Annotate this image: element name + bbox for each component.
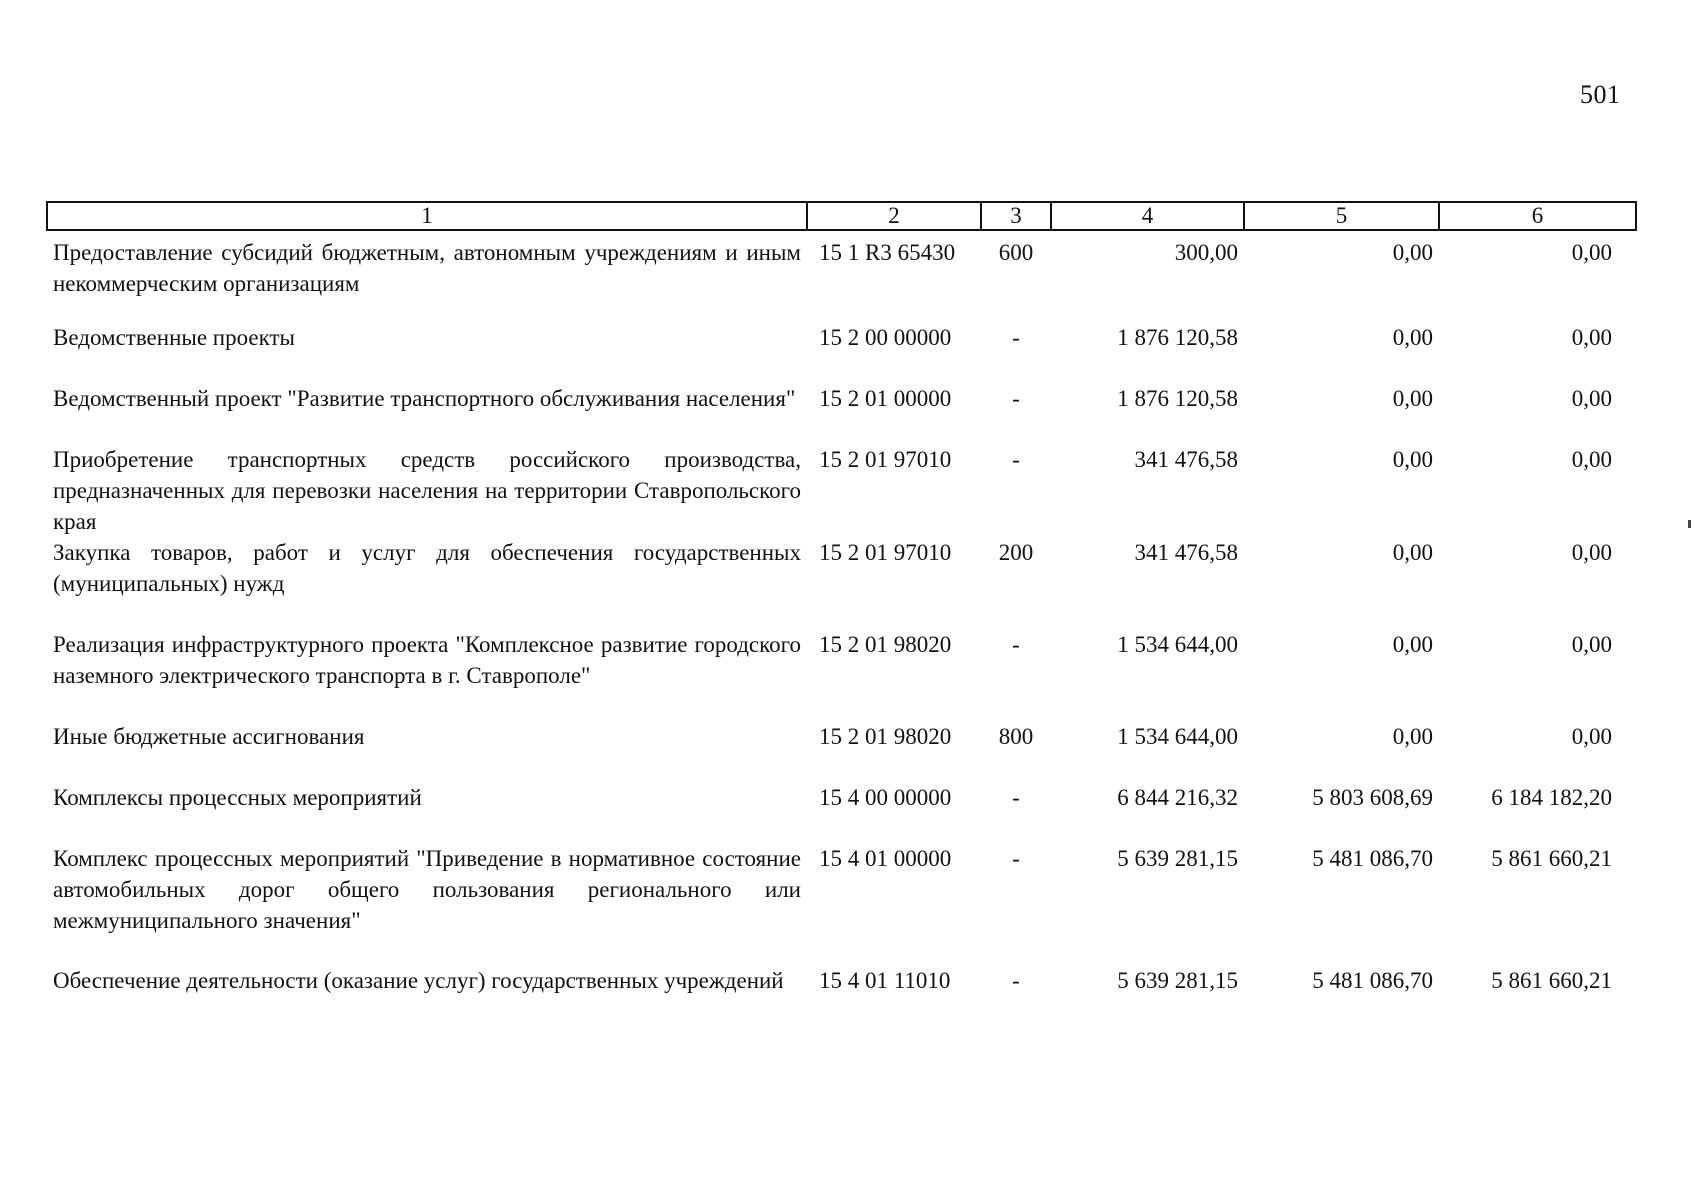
row-amount-col5: 0,00 (1392, 724, 1433, 749)
row-amount-col5: 5 803 608,69 (1312, 785, 1433, 810)
table-row (47, 322, 1636, 383)
row-amount-col5: 0,00 (1392, 386, 1433, 411)
row-name: Ведомственные проекты (53, 325, 295, 350)
row-name: Комплекс процессных мероприятий "Приведение в нормативное состояние автомобильных дорог общего пользования регионального или межмуниципального значения" (53, 846, 801, 933)
row-expense-type: - (1012, 785, 1020, 810)
row-amount-col6: 0,00 (1571, 240, 1612, 265)
row-code: 15 2 00 00000 (819, 325, 952, 350)
row-amount-col4: 1 534 644,00 (1117, 632, 1238, 657)
row-code: 15 2 01 98020 (819, 632, 952, 657)
row-amount-col5: 0,00 (1392, 632, 1433, 657)
row-amount-col6: 0,00 (1571, 632, 1612, 657)
row-name: Комплексы процессных мероприятий (53, 785, 422, 810)
row-code: 15 2 01 00000 (819, 386, 952, 411)
column-header-1: 1 (47, 202, 807, 230)
row-name: Обеспечение деятельности (оказание услуг) государственных учреждений (53, 968, 784, 993)
page-number: 501 (1580, 80, 1621, 109)
row-amount-col5: 0,00 (1392, 240, 1433, 265)
row-expense-type: - (1012, 968, 1020, 993)
scan-artifact (1688, 520, 1691, 528)
row-expense-type: - (1012, 386, 1020, 411)
row-amount-col5: 0,00 (1392, 447, 1433, 472)
table-row (47, 537, 1636, 629)
row-amount-col4: 1 876 120,58 (1117, 386, 1238, 411)
column-header-6: 6 (1439, 202, 1636, 230)
row-amount-col6: 0,00 (1571, 325, 1612, 350)
row-amount-col6: 6 184 182,20 (1491, 785, 1612, 810)
row-amount-col4: 300,00 (1174, 240, 1238, 265)
row-amount-col6: 0,00 (1571, 540, 1612, 565)
row-expense-type: - (1012, 325, 1020, 350)
table-header-row (47, 202, 1636, 230)
row-code: 15 4 00 00000 (819, 785, 952, 810)
row-code: 15 2 01 97010 (819, 540, 952, 565)
column-header-5: 5 (1244, 202, 1439, 230)
row-expense-type: - (1012, 846, 1020, 871)
row-code: 15 4 01 00000 (819, 846, 952, 871)
column-header-4: 4 (1051, 202, 1244, 230)
table-row (47, 444, 1636, 537)
row-amount-col4: 341 476,58 (1134, 540, 1238, 565)
table-row (47, 629, 1636, 721)
row-expense-type: - (1012, 447, 1020, 472)
table-row (47, 383, 1636, 444)
row-amount-col5: 0,00 (1392, 325, 1433, 350)
row-name: Реализация инфраструктурного проекта "Комплексное развитие городского наземного электрического транспорта в г. Ставрополе" (53, 632, 801, 688)
row-name: Предоставление субсидий бюджетным, автономным учреждениям и иным некоммерческим организациям (53, 240, 801, 296)
row-expense-type: 600 (998, 240, 1034, 265)
row-code: 15 2 01 98020 (819, 724, 952, 749)
row-amount-col4: 5 639 281,15 (1117, 846, 1238, 871)
row-amount-col6: 0,00 (1571, 386, 1612, 411)
row-name: Ведомственный проект "Развитие транспортного обслуживания населения" (53, 386, 796, 411)
row-amount-col5: 5 481 086,70 (1312, 968, 1433, 993)
row-amount-col4: 5 639 281,15 (1117, 968, 1238, 993)
table-row (47, 230, 1636, 322)
column-header-3: 3 (981, 202, 1051, 230)
row-expense-type: 800 (998, 724, 1034, 749)
row-amount-col6: 0,00 (1571, 447, 1612, 472)
row-amount-col5: 5 481 086,70 (1312, 846, 1433, 871)
row-name: Иные бюджетные ассигнования (53, 724, 365, 749)
row-amount-col5: 0,00 (1392, 540, 1433, 565)
row-code: 15 1 R3 65430 (819, 240, 956, 265)
row-amount-col6: 0,00 (1571, 724, 1612, 749)
row-code: 15 2 01 97010 (819, 447, 952, 472)
budget-table (46, 201, 1637, 1057)
row-name: Закупка товаров, работ и услуг для обеспечения государственных (муниципальных) нужд (53, 540, 801, 596)
row-name: Приобретение транспортных средств российского производства, предназначенных для перевозки населения на территории Ставропольского края (53, 447, 801, 534)
row-amount-col6: 5 861 660,21 (1491, 968, 1612, 993)
row-amount-col4: 1 876 120,58 (1117, 325, 1238, 350)
row-expense-type: 200 (998, 540, 1034, 565)
row-code: 15 4 01 11010 (819, 968, 951, 993)
table-row (47, 721, 1636, 782)
row-amount-col4: 6 844 216,32 (1117, 785, 1238, 810)
table-row (47, 965, 1636, 1057)
table-row (47, 843, 1636, 965)
column-header-2: 2 (807, 202, 981, 230)
row-expense-type: - (1012, 632, 1020, 657)
row-amount-col6: 5 861 660,21 (1491, 846, 1612, 871)
table-row (47, 782, 1636, 843)
row-amount-col4: 341 476,58 (1134, 447, 1238, 472)
row-amount-col4: 1 534 644,00 (1117, 724, 1238, 749)
